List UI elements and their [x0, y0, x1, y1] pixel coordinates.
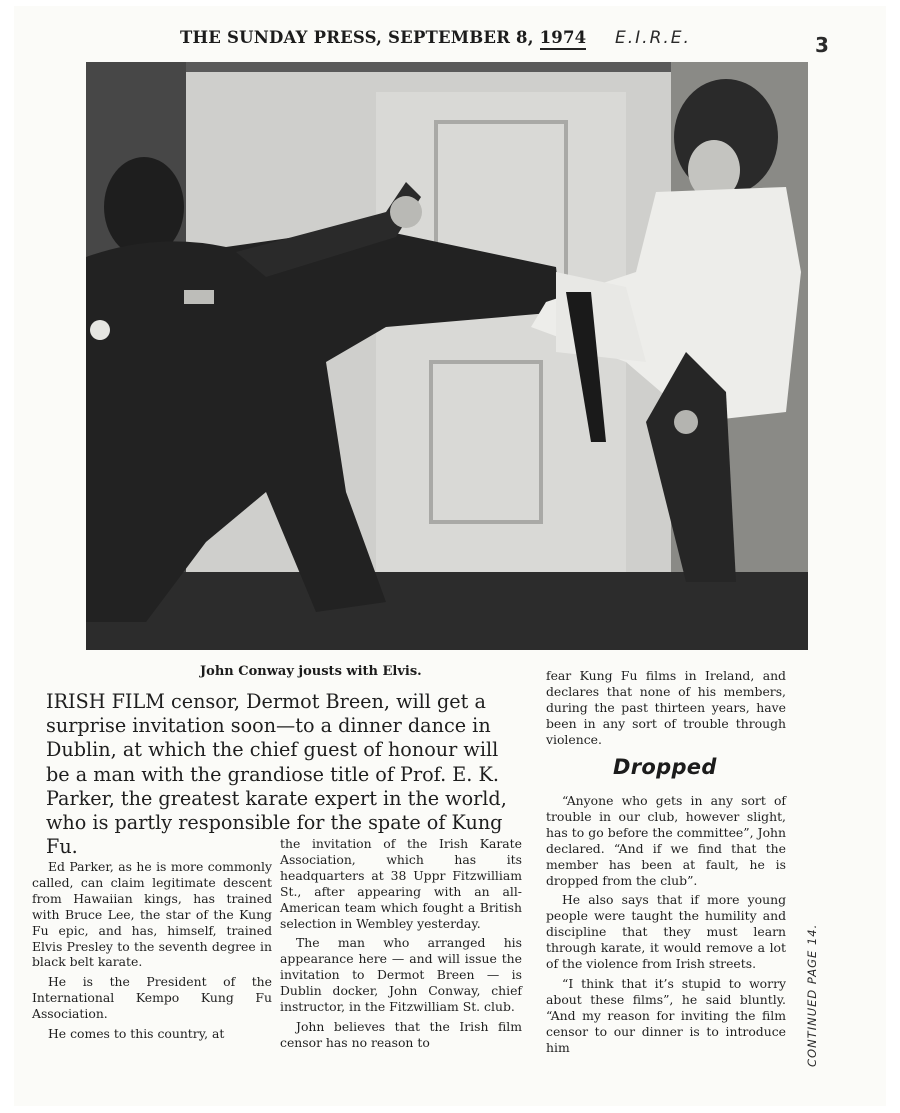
continued-note: CONTINUED PAGE 14.	[805, 923, 819, 1067]
column-1	[32, 859, 272, 1046]
masthead-year: 1974	[540, 28, 587, 50]
article-lede: IRISH FILM censor, Dermot Breen, will get a surprise invitation soon—to a dinner dance in Dublin, at which the chief guest of honour will be a man with the grandiose title of Prof. E. K. Parker, the greatest karate expert in the world, who is partly responsible for the spate of Kung Fu.	[46, 690, 507, 859]
column-3-bottom	[546, 793, 786, 1060]
karate-photo-illustration	[86, 62, 808, 650]
page-number: 3	[815, 33, 829, 57]
column-2	[280, 836, 522, 1055]
paragraph: The man who arranged his appearance here — and will issue the invitation to Dermot Breen — is Dublin docker, John Conway, chief instructor, in the Fitzwilliam St. club.	[280, 935, 522, 1015]
paragraph: He comes to this country, at	[48, 1026, 225, 1042]
column-3-top: fear Kung Fu films in Ireland, and declares that none of his members, during the past thirteen years, have been in any sort of trouble through violence.	[546, 668, 786, 747]
handwritten-annotation: E.I.R.E.	[615, 28, 691, 48]
masthead	[180, 28, 586, 50]
paragraph: the invitation of the Irish Karate Association, which has its headquarters at 38 Uppr Fitzwilliam St., after appearing with an all-American team which fought a British selection in Wembley yesterday.	[280, 836, 522, 931]
photo-caption: John Conway jousts with Elvis.	[200, 664, 422, 679]
paragraph: John believes that the Irish film censor has no reason to	[280, 1018, 522, 1050]
paragraph: He is the President of the International Kempo Kung Fu Association.	[32, 974, 272, 1022]
paragraph: “I think that it’s stupid to worry about these films”, he said bluntly. “And my reason for inviting the film censor to our dinner is to introduce him	[546, 975, 786, 1055]
subheading: Dropped	[613, 755, 717, 779]
paragraph: He also says that if more young people were taught the humility and discipline that they must learn through karate, it would remove a lot of the violence from Irish streets.	[546, 892, 786, 972]
masthead-text: THE SUNDAY PRESS, SEPTEMBER 8,	[180, 28, 540, 47]
paragraph: Ed Parker, as he is more commonly called, can claim legitimate descent from Hawaiian kings, has trained with Bruce Lee, the star of the Kung Fu epic, and has, himself, trained Elvis Presley to the seventh degree in black belt karate.	[32, 859, 272, 970]
paragraph: “Anyone who gets in any sort of trouble in our club, however slight, has to go before the committee”, John declared. “And if we find that the member has been at fault, he is dropped from the club”.	[546, 793, 786, 888]
photograph	[86, 62, 808, 650]
